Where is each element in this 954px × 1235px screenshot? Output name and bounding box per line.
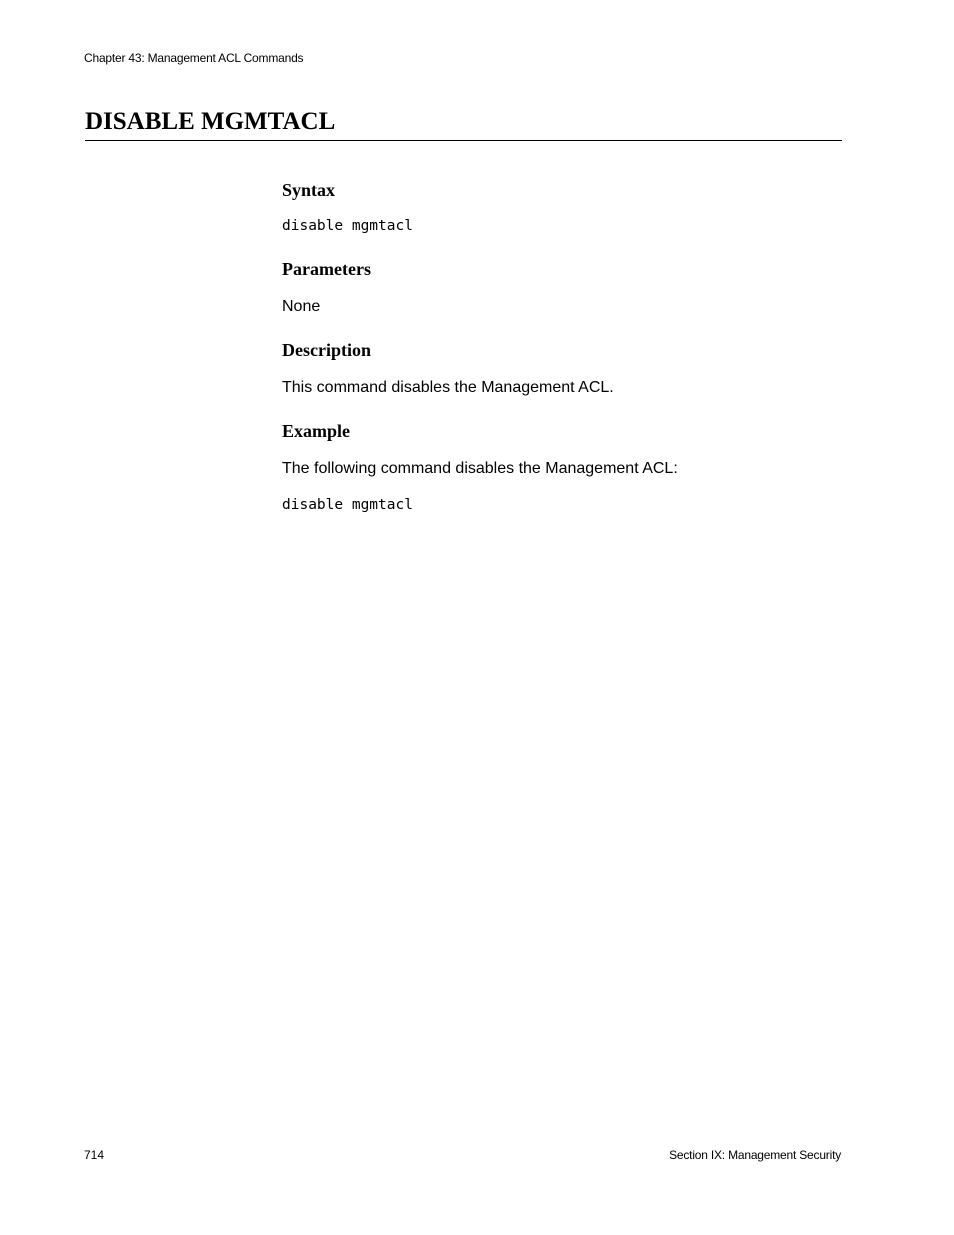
description-text: This command disables the Management ACL. — [282, 379, 614, 396]
running-header: Chapter 43: Management ACL Commands — [84, 51, 304, 65]
syntax-code: disable mgmtacl — [282, 218, 413, 234]
syntax-heading: Syntax — [282, 180, 336, 200]
example-text: The following command disables the Management ACL: — [282, 460, 678, 477]
footer-section-title: Section IX: Management Security — [669, 1148, 841, 1162]
page-title: DISABLE MGMTACL — [85, 108, 336, 135]
page-number: 714 — [84, 1148, 105, 1162]
parameters-heading: Parameters — [282, 259, 371, 279]
example-code: disable mgmtacl — [282, 497, 413, 513]
parameters-text: None — [282, 298, 321, 315]
example-heading: Example — [282, 421, 351, 441]
title-rule — [85, 140, 842, 141]
description-heading: Description — [282, 340, 371, 360]
